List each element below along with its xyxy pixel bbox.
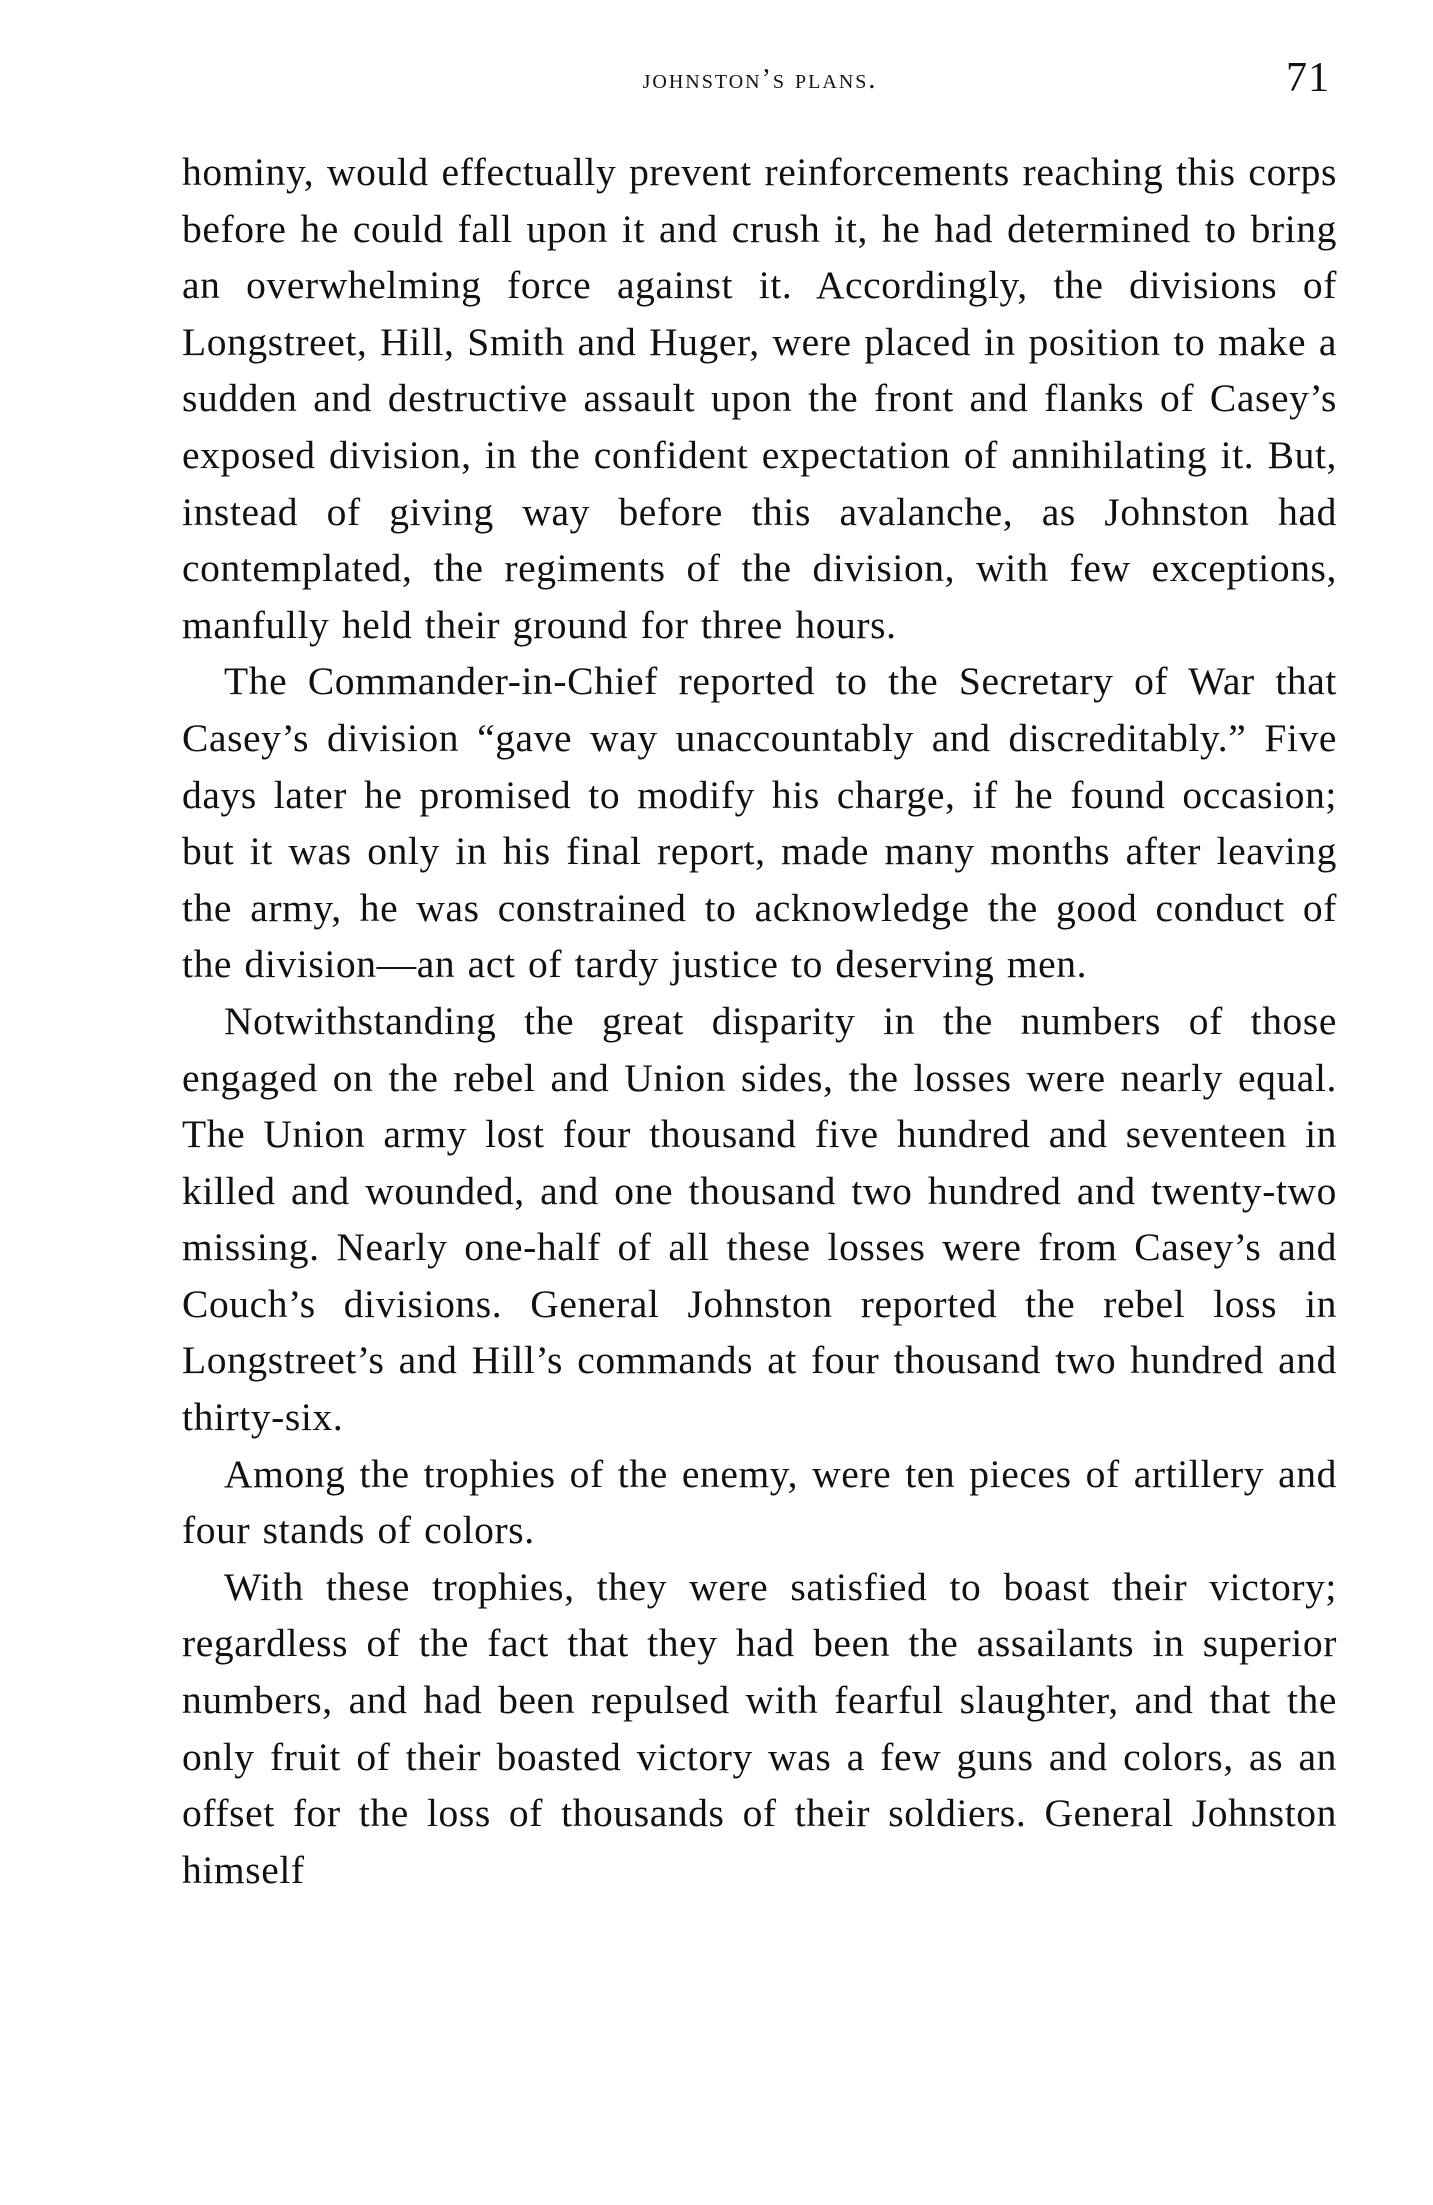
body-text — [182, 144, 1337, 1898]
paragraph-4: Among the trophies of the enemy, were ten pieces of artillery and four stands of colors. — [182, 1451, 1337, 1553]
paragraph-5: With these trophies, they were satisfied to boast their victory; regardless of the fact that they had been the assailants in superior numbers, and had been repulsed with fearful slaughter, and that the only fruit of their boasted victory was a few guns and colors, as an offset for the loss of thousands of their soldiers. General Johnston himself — [182, 1564, 1337, 1892]
paragraph-2: The Commander-in-Chief reported to the Secretary of War that Casey’s division “gave way unaccountably and discreditably.” Five days later he promised to modify his charge, if he found occasion; but it was only in his final report, made many months after leaving the army, he was constrained to acknowledge the good conduct of the division—an act of tardy justice to deserving men. — [182, 659, 1337, 987]
paragraph-3: Notwithstanding the great disparity in the numbers of those engaged on the rebel and Union sides, the losses were nearly equal. The Union army lost four thousand five hundred and seventeen in killed and wounded, and one thousand two hundred and twenty-two missing. Nearly one-half of all these losses were from Casey’s and Couch’s divisions. General Johnston reported the rebel loss in Longstreet’s and Hill’s commands at four thousand two hundred and thirty-six. — [182, 998, 1337, 1440]
page-number: 71 — [1286, 55, 1330, 101]
running-title: johnston’s plans. — [642, 64, 878, 95]
paragraph-1: hominy, would effectually prevent reinforcements reaching this corps before he could fall upon it and crush it, he had determined to bring an overwhelming force against it. Accordingly, the divisions of Longstreet, Hill, Smith and Huger, were placed in position to make a sudden and destructive assault upon the front and flanks of Casey’s exposed division, in the confident expectation of annihilating it. But, instead of giving way before this avalanche, as Johnston had contemplated, the regiments of the division, with few exceptions, manfully held their ground for three hours. — [182, 150, 1337, 647]
running-head — [180, 50, 1340, 110]
